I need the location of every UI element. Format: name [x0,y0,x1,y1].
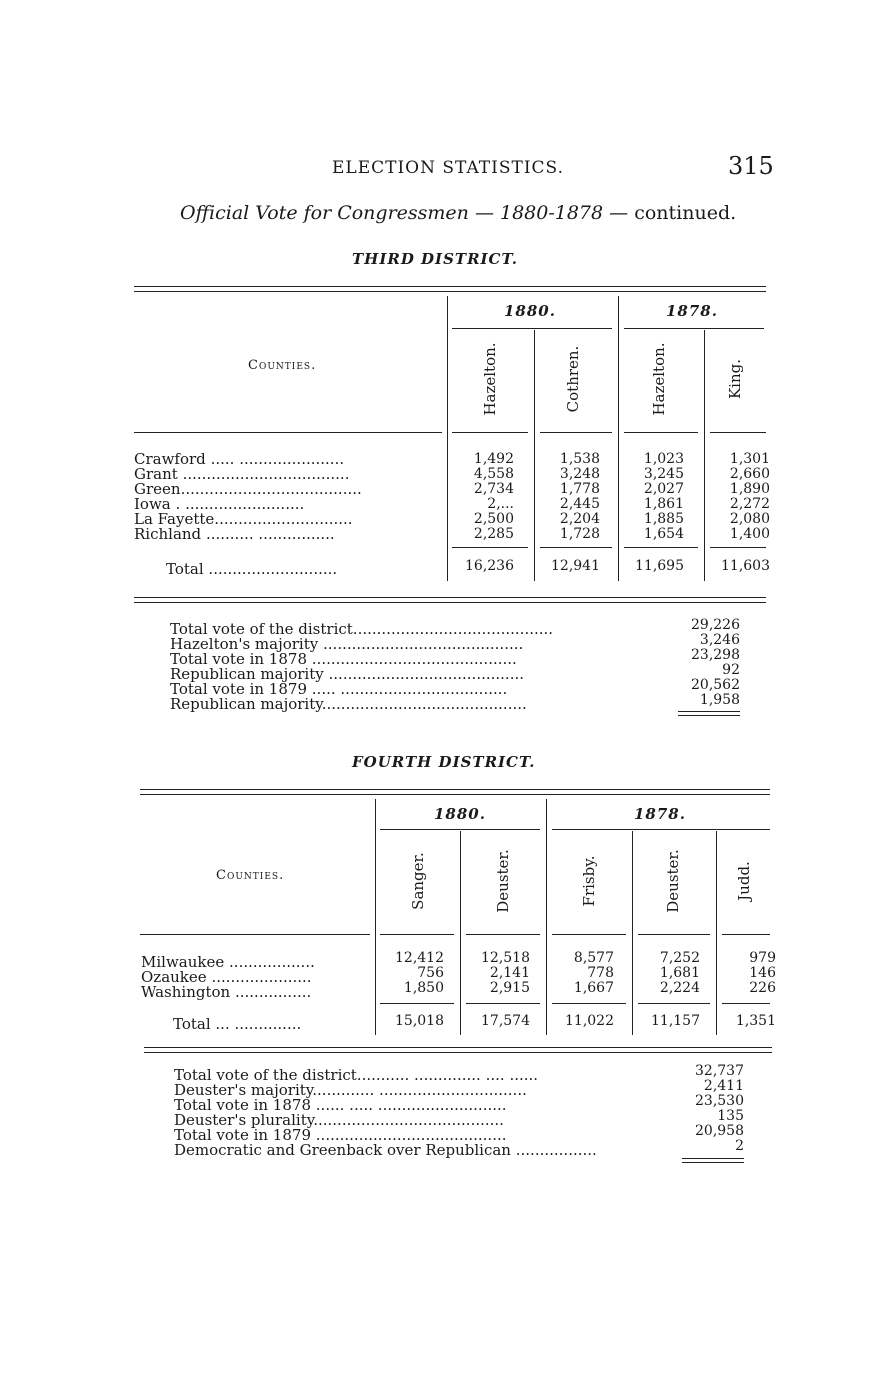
summary-value: 3,246 [699,632,740,648]
table-top-rule [140,789,770,790]
vote-value: 2,224 [659,980,700,996]
summary-label: Republican majority........................................... [170,695,527,713]
vote-value: 146 [749,965,776,981]
summary-value: 29,226 [691,617,740,633]
col-divider [632,831,633,1035]
total-value: 11,603 [721,558,770,574]
summary-value: 135 [717,1108,744,1124]
candidate-header: Sanger. [409,852,427,910]
summary-label: Democratic and Greenback over Republican ................. [174,1141,597,1159]
vote-value: 8,577 [573,950,614,966]
total-rule [452,547,528,548]
summary-underline [682,1162,744,1163]
year-1878: 1878. [666,302,718,320]
summary-underline [682,1158,744,1159]
vote-value: 1,654 [643,526,684,542]
counties-header: Counties. [216,868,285,883]
vote-value: 2,027 [643,481,684,497]
header-bottom-rule [140,934,370,935]
summary-label: Total vote in 1879 ..... ................................... [170,680,508,698]
total-value: 16,236 [465,558,514,574]
year-underline [380,829,540,830]
candidate-header: King. [726,358,744,400]
vote-value: 778 [587,965,614,981]
header-bottom-rule [452,432,528,433]
vote-value: 1,023 [643,451,684,467]
county-name: Crawford ..... ...................... [134,450,345,468]
candidate-header: Deuster. [664,849,682,913]
vote-value: 2,... [487,496,514,512]
header-bottom-rule [540,432,612,433]
summary-value: 20,562 [691,677,740,693]
summary-value: 23,530 [695,1093,744,1109]
vote-value: 2,445 [559,496,600,512]
county-name: Richland .......... ................ [134,525,335,543]
candidate-header: Deuster. [494,849,512,913]
summary-value: 32,737 [695,1063,744,1079]
vote-value: 2,141 [489,965,530,981]
total-rule [466,1003,540,1004]
total-value: 12,941 [551,558,600,574]
vote-value: 1,538 [559,451,600,467]
running-header: ELECTION STATISTICS. [332,158,564,178]
vote-value: 1,728 [559,526,600,542]
vote-value: 12,412 [395,950,444,966]
total-rule [552,1003,626,1004]
col-divider [375,799,376,1035]
summary-label: Total vote in 1878 ...... ..... ........................... [174,1096,507,1114]
vote-value: 2,915 [489,980,530,996]
summary-value: 2,411 [703,1078,744,1094]
county-name: Washington ................ [141,983,312,1001]
total-value: 15,018 [395,1013,444,1029]
vote-value: 1,667 [573,980,614,996]
table-bottom-rule [144,1047,772,1048]
header-bottom-rule [638,934,710,935]
header-bottom-rule [710,432,766,433]
total-value: 17,574 [481,1013,530,1029]
header-bottom-rule [624,432,698,433]
summary-value: 2 [735,1138,744,1154]
total-value: 11,022 [565,1013,614,1029]
header-bottom-rule [380,934,454,935]
year-1880: 1880. [434,805,486,823]
vote-value: 1,850 [403,980,444,996]
vote-value: 979 [749,950,776,966]
table-top-rule-2 [134,291,766,292]
fourth-district-title: FOURTH DISTRICT. [352,753,536,771]
total-value: 11,157 [651,1013,700,1029]
summary-label: Hazelton's majority .......................................... [170,635,524,653]
summary-label: Total vote in 1879 ........................................ [174,1126,507,1144]
year-underline [552,829,770,830]
vote-value: 4,558 [473,466,514,482]
counties-header: Counties. [248,358,317,373]
county-name: Milwaukee .................. [141,953,315,971]
candidate-header: Frisby. [580,855,598,907]
total-row-label: Total ........................... [166,560,338,578]
total-row-label: Total ... .............. [173,1015,302,1033]
col-divider [618,296,619,581]
summary-label: Deuster's plurality........................................ [174,1111,504,1129]
third-district-title: THIRD DISTRICT. [352,250,518,268]
header-bottom-rule [722,934,770,935]
header-bottom-rule [552,934,626,935]
vote-value: 3,248 [559,466,600,482]
page-subtitle [180,202,736,224]
total-rule [638,1003,710,1004]
col-divider [546,799,547,1035]
vote-value: 1,492 [473,451,514,467]
header-bottom-rule [466,934,540,935]
year-1880: 1880. [504,302,556,320]
col-divider [716,831,717,1035]
year-underline [624,328,764,329]
vote-value: 3,245 [643,466,684,482]
summary-label: Deuster's majority............. ............................... [174,1081,527,1099]
vote-value: 2,734 [473,481,514,497]
table-bottom-rule [134,597,766,598]
col-divider [460,831,461,1035]
vote-value: 7,252 [659,950,700,966]
vote-value: 756 [417,965,444,981]
table-bottom-rule-2 [134,602,766,603]
table-top-rule [134,286,766,287]
vote-value: 2,204 [559,511,600,527]
total-value: 11,695 [635,558,684,574]
total-value: 1,351 [735,1013,776,1029]
vote-value: 2,080 [729,511,770,527]
summary-underline [678,711,740,712]
vote-value: 1,301 [729,451,770,467]
candidate-header: Hazelton. [481,342,499,416]
year-1878: 1878. [634,805,686,823]
summary-value: 20,958 [695,1123,744,1139]
vote-value: 1,885 [643,511,684,527]
vote-value: 12,518 [481,950,530,966]
subtitle-continued: continued. [634,202,737,224]
candidate-header: Hazelton. [650,342,668,416]
summary-value: 92 [722,662,740,678]
county-name: La Fayette............................. [134,510,353,528]
vote-value: 1,890 [729,481,770,497]
total-rule [624,547,698,548]
vote-value: 2,285 [473,526,514,542]
summary-label: Total vote of the district........... .............. .... ...... [174,1066,539,1084]
county-name: Grant ................................... [134,465,350,483]
summary-value: 1,958 [699,692,740,708]
total-rule [380,1003,454,1004]
vote-value: 2,272 [729,496,770,512]
col-divider [534,330,535,581]
vote-value: 2,660 [729,466,770,482]
table-top-rule-2 [140,794,770,795]
total-rule [722,1003,770,1004]
vote-value: 1,861 [643,496,684,512]
page-number: 315 [728,152,774,180]
table-bottom-rule-2 [144,1052,772,1053]
vote-value: 1,778 [559,481,600,497]
county-name: Green...................................... [134,480,362,498]
county-name: Ozaukee ..................... [141,968,312,986]
summary-label: Total vote of the district.......................................... [170,620,554,638]
total-rule [710,547,766,548]
header-bottom-rule [134,432,442,433]
col-divider [447,296,448,581]
vote-value: 1,681 [659,965,700,981]
year-underline [452,328,612,329]
vote-value: 226 [749,980,776,996]
vote-value: 2,500 [473,511,514,527]
col-divider [704,330,705,581]
summary-label: Republican majority ......................................... [170,665,525,683]
total-rule [540,547,612,548]
summary-value: 23,298 [691,647,740,663]
vote-value: 1,400 [729,526,770,542]
candidate-header: Judd. [735,861,753,901]
candidate-header: Cothren. [564,345,582,413]
summary-underline [678,715,740,716]
summary-label: Total vote in 1878 ........................................... [170,650,517,668]
subtitle-main: Official Vote for Congressmen — 1880-1878 — [180,202,629,224]
county-name: Iowa . ......................... [134,495,305,513]
